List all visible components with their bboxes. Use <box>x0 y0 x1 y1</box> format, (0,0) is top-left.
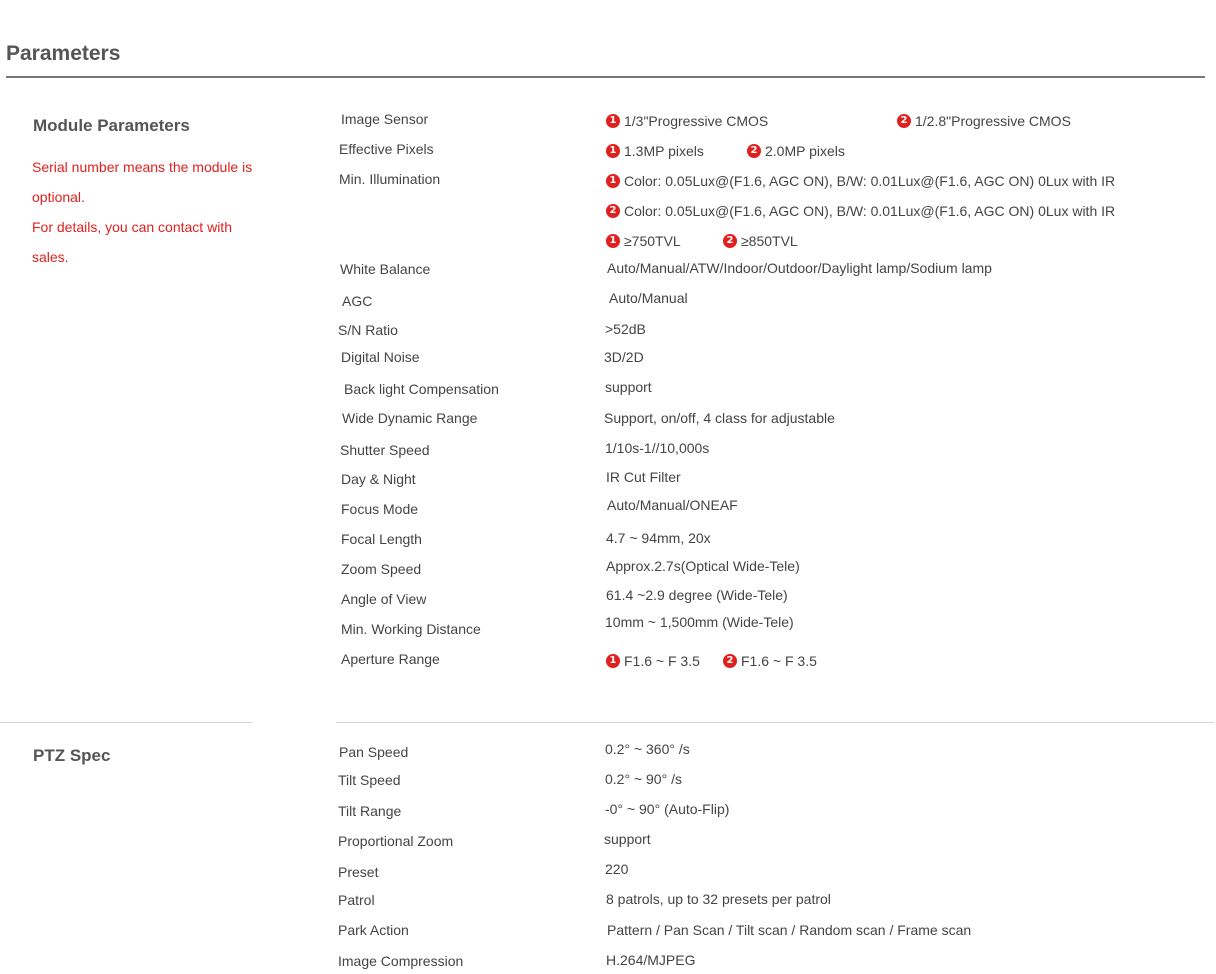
value-min-working-distance: 10mm ~ 1,500mm (Wide-Tele) <box>605 614 794 630</box>
label-focus-mode: Focus Mode <box>341 501 419 517</box>
value-patrol: 8 patrols, up to 32 presets per patrol <box>606 891 831 907</box>
label-tilt-range: Tilt Range <box>338 803 402 819</box>
value-min-illumination-2: 2 Color: 0.05Lux@(F1.6, AGC ON), B/W: 0.01Lux@(F1.6, AGC ON) 0Lux with IR <box>606 200 1115 219</box>
value-white-balance: Auto/Manual/ATW/Indoor/Outdoor/Daylight lamp/Sodium lamp <box>607 260 992 276</box>
value-angle-of-view: 61.4 ~2.9 degree (Wide-Tele) <box>606 587 788 603</box>
label-min-working-distance: Min. Working Distance <box>341 621 481 637</box>
label-park-action: Park Action <box>338 922 409 938</box>
value-shutter-speed: 1/10s-1//10,000s <box>605 440 710 456</box>
value-park-action: Pattern / Pan Scan / Tilt scan / Random scan / Frame scan <box>607 922 972 938</box>
value-aperture-range-2: 2 F1.6 ~ F 3.5 <box>723 650 817 669</box>
label-agc: AGC <box>342 293 373 309</box>
value-tilt-range: -0° ~ 90° (Auto-Flip) <box>605 801 730 817</box>
value-tvl-2: 2 ≥850TVL <box>723 230 798 249</box>
label-tilt-speed: Tilt Speed <box>338 772 401 788</box>
label-patrol: Patrol <box>338 892 375 908</box>
option-2-badge: 2 <box>747 144 761 158</box>
label-pan-speed: Pan Speed <box>339 744 409 760</box>
section-divider-left <box>0 722 252 723</box>
option-2-badge: 2 <box>723 234 737 248</box>
label-sn-ratio: S/N Ratio <box>338 322 398 338</box>
option-1-badge: 1 <box>606 144 620 158</box>
label-aperture-range: Aperture Range <box>341 651 440 667</box>
value-image-compression: H.264/MJPEG <box>606 952 696 968</box>
value-focal-length: 4.7 ~ 94mm, 20x <box>606 530 711 546</box>
page-title: Parameters <box>6 42 121 65</box>
value-image-sensor-1: 1 1/3"Progressive CMOS <box>606 110 768 129</box>
option-2-badge: 2 <box>897 114 911 128</box>
label-back-light-compensation: Back light Compensation <box>344 381 499 397</box>
label-focal-length: Focal Length <box>341 531 422 547</box>
label-proportional-zoom: Proportional Zoom <box>338 833 454 849</box>
label-shutter-speed: Shutter Speed <box>340 442 430 458</box>
label-zoom-speed: Zoom Speed <box>341 561 422 577</box>
value-digital-noise: 3D/2D <box>604 349 644 365</box>
value-tilt-speed: 0.2° ~ 90° /s <box>605 771 682 787</box>
ptz-spec-heading: PTZ Spec <box>33 746 111 765</box>
label-white-balance: White Balance <box>340 261 431 277</box>
value-agc: Auto/Manual <box>609 290 688 306</box>
option-2-badge: 2 <box>723 654 737 668</box>
value-day-night: IR Cut Filter <box>606 469 681 485</box>
label-image-sensor: Image Sensor <box>341 111 429 127</box>
note-line-1: Serial number means the module is optional. <box>32 159 253 205</box>
value-effective-pixels-1: 1 1.3MP pixels <box>606 140 704 159</box>
label-preset: Preset <box>338 864 379 880</box>
label-angle-of-view: Angle of View <box>341 591 427 607</box>
note-line-2: For details, you can contact with sales. <box>32 219 232 265</box>
value-proportional-zoom: support <box>604 831 651 847</box>
label-image-compression: Image Compression <box>338 953 464 969</box>
optional-module-note <box>32 152 272 272</box>
option-1-badge: 1 <box>606 114 620 128</box>
value-pan-speed: 0.2° ~ 360° /s <box>605 741 690 757</box>
label-effective-pixels: Effective Pixels <box>339 141 434 157</box>
value-aperture-range-1: 1 F1.6 ~ F 3.5 <box>606 650 700 669</box>
value-sn-ratio: >52dB <box>605 321 646 337</box>
label-day-night: Day & Night <box>341 471 416 487</box>
value-image-sensor-2: 2 1/2.8"Progressive CMOS <box>897 110 1071 129</box>
label-wide-dynamic-range: Wide Dynamic Range <box>342 410 478 426</box>
option-2-badge: 2 <box>606 204 620 218</box>
label-digital-noise: Digital Noise <box>341 349 420 365</box>
option-1-badge: 1 <box>606 174 620 188</box>
value-min-illumination-1: 1 Color: 0.05Lux@(F1.6, AGC ON), B/W: 0.01Lux@(F1.6, AGC ON) 0Lux with IR <box>606 170 1115 189</box>
value-effective-pixels-2: 2 2.0MP pixels <box>747 140 845 159</box>
value-tvl-1: 1 ≥750TVL <box>606 230 681 249</box>
value-focus-mode: Auto/Manual/ONEAF <box>607 497 738 513</box>
value-back-light-compensation: support <box>605 379 652 395</box>
value-preset: 220 <box>605 861 629 877</box>
label-min-illumination: Min. Illumination <box>339 171 441 187</box>
value-zoom-speed: Approx.2.7s(Optical Wide-Tele) <box>606 558 800 574</box>
module-parameters-heading: Module Parameters <box>33 116 190 135</box>
option-1-badge: 1 <box>606 654 620 668</box>
title-divider <box>6 76 1205 78</box>
value-wide-dynamic-range: Support, on/off, 4 class for adjustable <box>604 410 835 426</box>
option-1-badge: 1 <box>606 234 620 248</box>
section-divider-right <box>336 722 1214 723</box>
